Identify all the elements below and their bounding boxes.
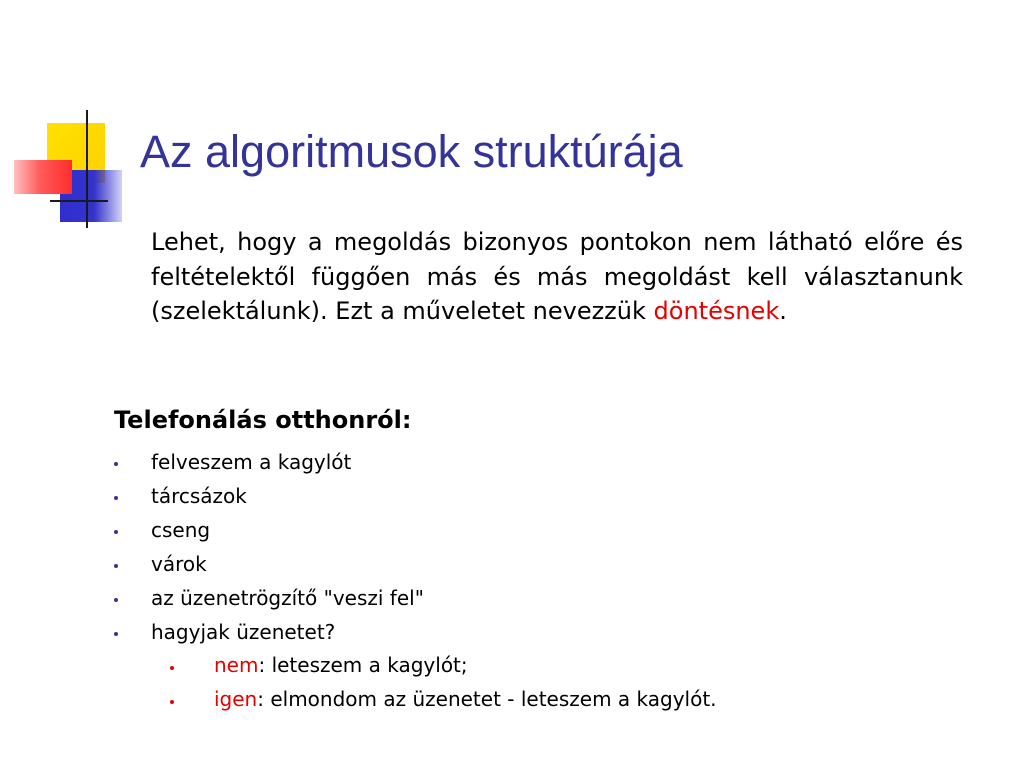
bullet-dot-icon: [114, 496, 118, 500]
list-item: hagyjak üzenetet?: [151, 620, 336, 644]
highlight-term: döntésnek: [653, 297, 780, 325]
bullet-dot-icon: [114, 462, 118, 466]
list-item: várok: [151, 552, 207, 576]
bullet-dot-icon: [170, 666, 174, 670]
paragraph-text: Lehet, hogy a megoldás bizonyos pontokon nem látható előre és feltételektől függően más és más megoldást kell választanunk (szelektálunk). Ezt a műveletet nevezzük: [151, 228, 963, 325]
logo-horizontal-line: [50, 200, 108, 202]
list-item: felveszem a kagylót: [151, 450, 352, 474]
list-item: cseng: [151, 518, 211, 542]
intro-paragraph: [151, 225, 963, 329]
bullet-dot-icon: [114, 564, 118, 568]
section-heading: Telefonálás otthonról:: [114, 406, 412, 434]
option-keyword: igen: [214, 687, 258, 711]
bullet-dot-icon: [114, 598, 118, 602]
bullet-dot-icon: [114, 632, 118, 636]
slide-title: Az algoritmusok struktúrája: [140, 126, 683, 177]
bullet-dot-icon: [114, 530, 118, 534]
list-item: tárcsázok: [151, 484, 247, 508]
logo-vertical-line: [86, 110, 88, 228]
option-text: : elmondom az üzenetet - leteszem a kagylót.: [257, 687, 717, 711]
logo-decoration-icon: [0, 0, 150, 240]
list-item: [214, 686, 717, 712]
list-item: [214, 652, 468, 678]
option-text: : leteszem a kagylót;: [258, 653, 468, 677]
logo-red-square: [14, 160, 72, 194]
list-item: az üzenetrögzítő "veszi fel": [151, 586, 424, 610]
paragraph-end: .: [779, 297, 787, 325]
option-keyword: nem: [214, 653, 259, 677]
bullet-dot-icon: [170, 700, 174, 704]
